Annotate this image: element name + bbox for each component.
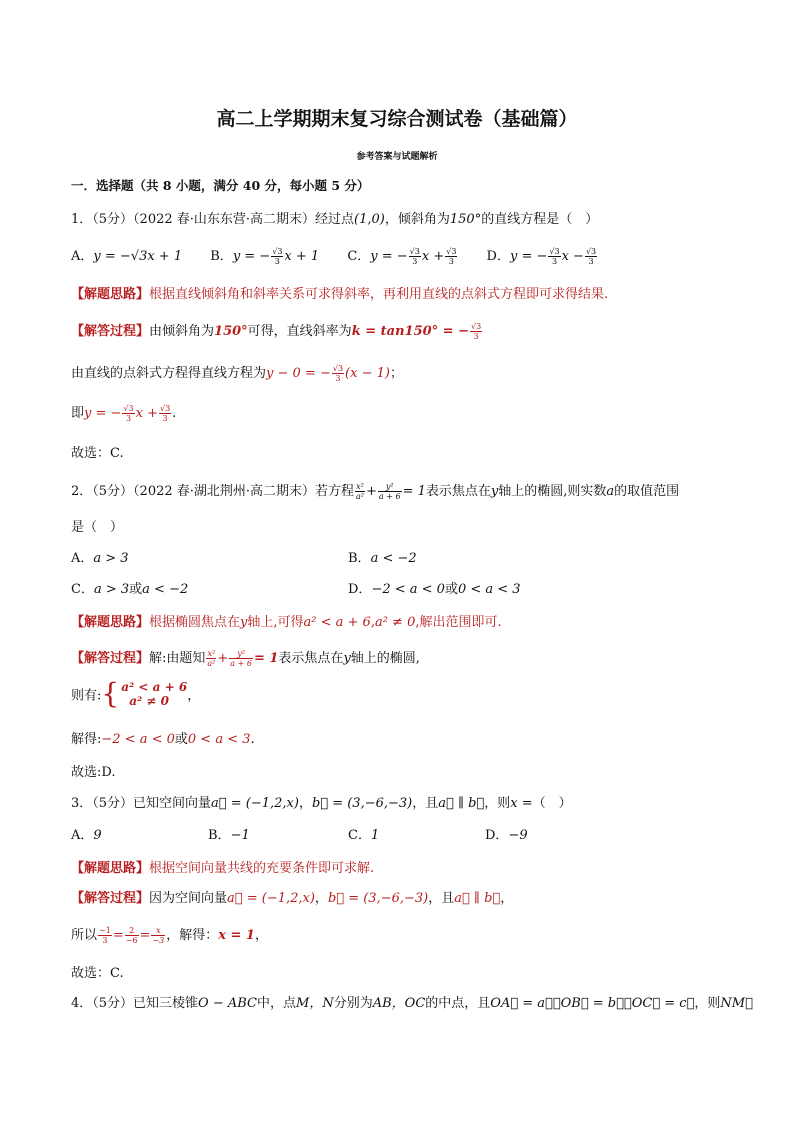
q2-line2: 则有:{ a² < a + 6 a² ≠ 0 ，	[71, 677, 201, 710]
q3-option-b: B．−1	[208, 828, 250, 843]
q3-process: 【解答过程】因为空间向量a⃗ = (−1,2,x)，b⃗ = (3,−6,−3)，且a⃗ ∥ b⃗，	[71, 891, 514, 906]
q2-idea: 【解题思路】根据椭圆焦点在y轴上,可得a² < a + 6,a² ≠ 0,解出范围即可.	[71, 615, 502, 630]
q2-option-a: A．a > 3	[71, 551, 129, 566]
q1-options	[71, 245, 598, 266]
solution-idea-tag: 【解题思路】	[71, 615, 150, 630]
q1-option-c: C．y = − $\frac{√3}{3}$ x + $\frac{√3}{3}$	[347, 247, 457, 266]
q1-option-b: B．y = − $\frac{√3}{3}$ x + 1	[210, 247, 320, 266]
q1-option-d: D．y = − $\frac{√3}{3}$ x − $\frac{√3}{3}$	[486, 247, 597, 266]
q3-line2: 所以 $\frac{-1}{3}$ = $\frac{2}{-6}$ = $\frac{x}{-3}$ ，解得：x = 1，	[71, 926, 268, 945]
solution-process-tag: 【解答过程】	[71, 891, 150, 906]
q3-idea: 【解题思路】根据空间向量共线的充要条件即可求解.	[71, 861, 375, 876]
page-subtitle: 参考答案与试题解析	[356, 152, 438, 162]
q2-stem: 2．（5分）（2022 春·湖北荆州·高二期末）若方程 $\frac{\text{x²}}{\text{a²}}$ + $\frac{\text{y²}}{a + 6}$ = 1表示焦点在y轴上的椭圆,则实数a的取值范围	[71, 482, 680, 501]
q2-option-b: B．a < −2	[348, 551, 417, 566]
q4-stem: 4．（5分）已知三棱锥O − ABC中，点M，N分别为AB，OC的中点，且OA⃗ = a⃗，OB⃗ = b⃗，OC⃗ = c⃗，则NM⃗	[71, 996, 753, 1011]
q1-line2: 由直线的点斜式方程得直线方程为y − 0 = − $\frac{√3}{3}$ (x − 1)；	[71, 364, 403, 383]
q2-process: 【解答过程】解:由题知 $\frac{\text{x²}}{\text{a²}}$ + $\frac{\text{y²}}{a + 6}$ = 1表示焦点在y轴上的椭圆,	[71, 649, 420, 668]
q3-option-c: C．1	[348, 828, 380, 843]
q1-idea: 【解题思路】根据直线倾斜角和斜率关系可求得斜率，再利用直线的点斜式方程即可求得结果.	[71, 287, 609, 302]
solution-idea-tag: 【解题思路】	[71, 861, 150, 876]
solution-idea-tag: 【解题思路】	[71, 287, 150, 302]
q3-option-a: A．9	[71, 828, 102, 843]
q2-line3: 解得:−2 < a < 0或0 < a < 3.	[71, 732, 255, 747]
q3-answer: 故选：C.	[71, 966, 124, 981]
q1-option-a: A．y = −√3x + 1	[71, 249, 183, 264]
solution-process-tag: 【解答过程】	[71, 324, 150, 339]
q2-option-d: D．−2 < a < 0或0 < a < 3	[348, 582, 521, 597]
q1-stem: 1．（5分）（2022 春·山东东营·高二期末）经过点(1,0)，倾斜角为150°的直线方程是（ ）	[71, 212, 599, 227]
q3-stem: 3．（5分）已知空间向量a⃗ = (−1,2,x)，b⃗ = (3,−6,−3)，且a⃗ ∥ b⃗，则x =（ ）	[71, 796, 572, 811]
q2-option-c: C．a > 3或a < −2	[71, 582, 189, 597]
q1-line3: 即y = − $\frac{√3}{3}$ x + $\frac{√3}{3}$ .	[71, 404, 177, 423]
solution-process-tag: 【解答过程】	[71, 651, 150, 666]
section-heading: 一．选择题（共 8 小题，满分 40 分，每小题 5 分）	[71, 178, 370, 193]
q1-process: 【解答过程】由倾斜角为150°可得，直线斜率为k = tan150° = − $\frac{√3}{3}$	[71, 322, 482, 341]
q2-stem-line2: 是（ ）	[71, 520, 124, 535]
q1-answer: 故选：C.	[71, 446, 124, 461]
q3-option-d: D．−9	[485, 828, 528, 843]
page-title: 高二上学期期末复习综合测试卷（基础篇）	[216, 108, 578, 130]
q2-answer: 故选:D.	[71, 765, 116, 780]
